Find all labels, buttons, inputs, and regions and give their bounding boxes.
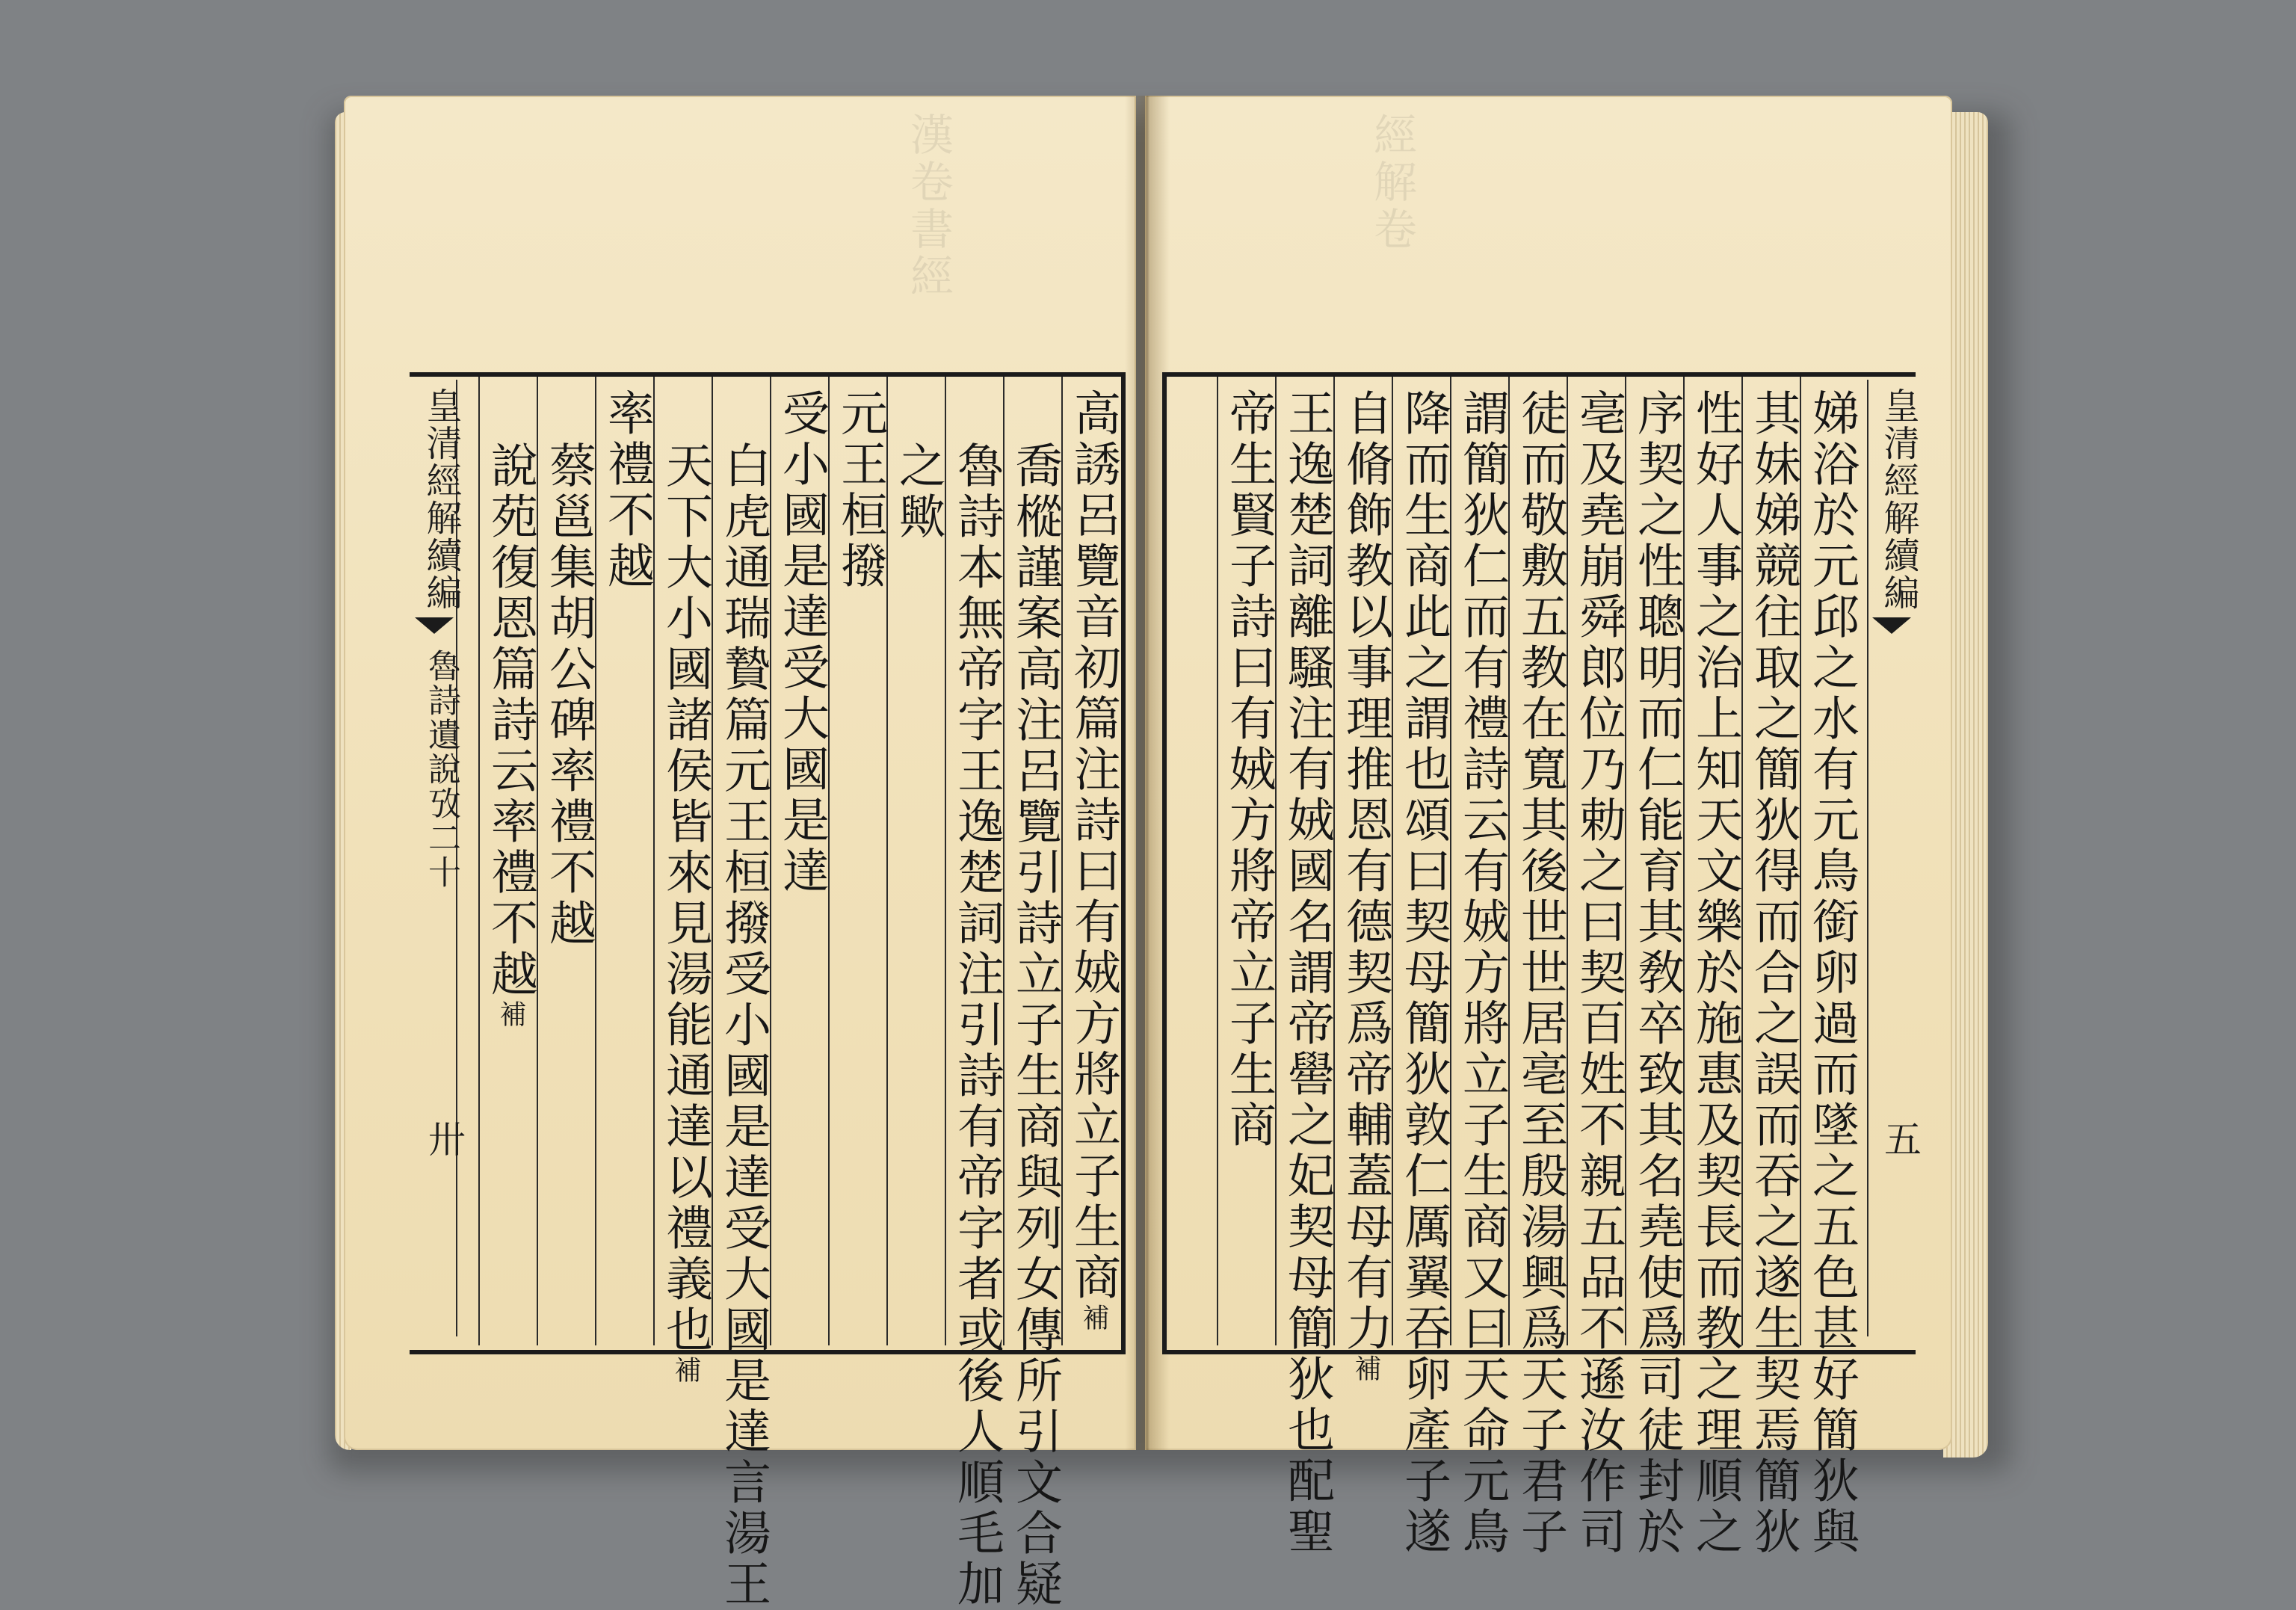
- text-column: [1688, 389, 1743, 1558]
- column-rule: [1217, 377, 1218, 1345]
- text-column: [542, 441, 596, 949]
- column-text: 亳及堯崩舜郎位乃勅之曰契百姓不親五品不遜汝作司: [1572, 389, 1626, 1558]
- column-text: 率禮不越: [600, 389, 655, 592]
- show-through-text: 經解卷: [1366, 112, 1417, 253]
- column-text: 序契之性聰明而仁能育其敎卒致其名堯使爲司徒封於: [1630, 389, 1685, 1558]
- column-text: 說苑復恩篇詩云率禮不越: [484, 441, 538, 1000]
- left-folio: 卅: [422, 1120, 466, 1157]
- column-text: 蔡邕集胡公碑率禮不越: [542, 441, 596, 949]
- left-margin-strip: [413, 380, 466, 1336]
- column-text: 徒而敬敷五教在寬其後世世居亳至殷湯興爲天子君子: [1513, 389, 1568, 1558]
- text-column: [1630, 389, 1685, 1558]
- text-column: [892, 441, 946, 543]
- column-text: 之歟: [892, 441, 946, 543]
- column-text: 元王桓撥: [833, 389, 888, 592]
- supplement-note: 補: [1078, 1304, 1109, 1330]
- column-text: 受小國是達受大國是達: [775, 389, 830, 897]
- text-column: [1455, 389, 1510, 1558]
- supplement-note: 補: [1351, 1354, 1381, 1381]
- column-text: 王逸楚詞離騷注有娀國名謂帝嚳之妃契母簡狄也配聖: [1280, 389, 1335, 1558]
- text-column: [600, 389, 655, 592]
- right-folio: 五: [1878, 1120, 1922, 1157]
- show-through-text: 漢卷書經: [903, 112, 954, 300]
- fish-tail-ornament: [415, 617, 454, 634]
- column-text: 喬樅謹案高注呂覽引詩立子生商與列女傳所引文合疑: [1008, 441, 1063, 1610]
- text-column: [658, 441, 713, 1383]
- left-margin-title: 皇清經解續編: [420, 387, 462, 611]
- column-text: 自脩飾教以事理推恩有德契爲帝輔蓋母有力: [1339, 389, 1393, 1354]
- left-margin-subtitle: 魯詩遺說攷二十: [422, 649, 460, 889]
- right-margin-title: 皇清經解續編: [1877, 387, 1919, 611]
- column-text: 其妹娣競往取之簡狄得而合之誤而吞之遂生契焉簡狄: [1747, 389, 1801, 1558]
- text-column: [950, 441, 1004, 1610]
- column-text: 高誘呂覽音初篇注詩曰有娀方將立子生商: [1067, 389, 1121, 1304]
- text-column: [1572, 389, 1626, 1558]
- column-text: 魯詩本無帝字王逸楚詞注引詩有帝字者或後人順毛加: [950, 441, 1004, 1610]
- fish-tail-ornament: [1872, 617, 1911, 634]
- supplement-note: 補: [670, 1356, 701, 1383]
- text-column: [1513, 389, 1568, 1558]
- text-column: [1747, 389, 1801, 1558]
- column-text: 謂簡狄仁而有禮詩云有娀方將立子生商又曰天命元鳥: [1455, 389, 1510, 1558]
- text-column: [1222, 389, 1277, 1151]
- column-text: 帝生賢子詩曰有娀方將帝立子生商: [1222, 389, 1277, 1151]
- text-column: [1067, 389, 1121, 1330]
- text-column: [1008, 441, 1063, 1610]
- text-column: [1280, 389, 1335, 1558]
- column-text: 白虎通瑞贄篇元王桓撥受小國是達受大國是達言湯王: [717, 441, 771, 1610]
- right-margin-strip: [1867, 380, 1922, 1336]
- text-column: [833, 389, 888, 592]
- text-column: [1805, 389, 1860, 1558]
- text-column: [1397, 389, 1451, 1558]
- text-column: [717, 441, 771, 1610]
- column-text: 性好人事之治上知天文樂於施惠及契長而教之理順之: [1688, 389, 1743, 1558]
- supplement-note: 補: [496, 1000, 526, 1027]
- column-text: 天下大小國諸侯皆來見湯能通達以禮義也: [658, 441, 713, 1356]
- text-column: [484, 441, 538, 1027]
- text-column: [775, 389, 830, 897]
- text-column: [1339, 389, 1393, 1381]
- column-text: 降而生商此之謂也頌曰契母簡狄敦仁厲翼吞卵產子遂: [1397, 389, 1451, 1558]
- column-text: 娣浴於元邱之水有元鳥銜卵過而墜之五色甚好簡狄與: [1805, 389, 1860, 1558]
- column-rule: [478, 377, 480, 1345]
